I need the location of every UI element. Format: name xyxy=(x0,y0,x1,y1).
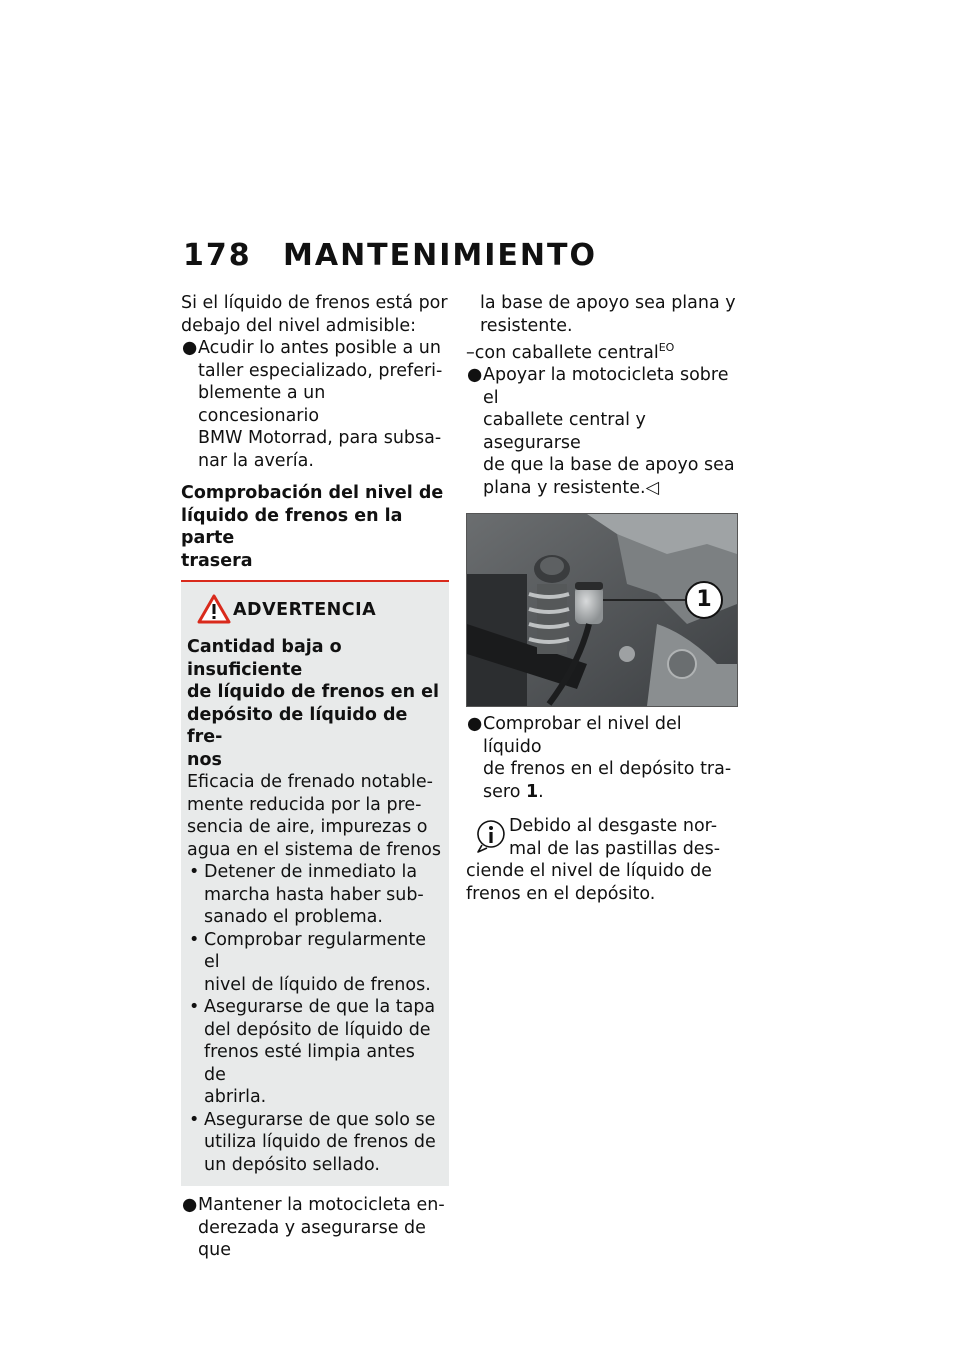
bullet-dot: • xyxy=(189,929,200,950)
warning-item-line: marcha hasta haber sub- xyxy=(204,884,424,905)
bullet-line: de que la base de apoyo sea xyxy=(483,455,735,476)
bullet-line-text: sero xyxy=(483,781,521,802)
warning-item-cap xyxy=(187,996,441,1109)
warning-item-line: Asegurarse de que la tapa xyxy=(204,997,436,1017)
bullet-line: Apoyar la motocicleta sobre el xyxy=(483,365,729,408)
warning-item-line: nivel de líquido de frenos. xyxy=(204,974,431,995)
equipment-code: EO xyxy=(658,341,675,354)
continued-text xyxy=(466,292,741,337)
warning-body-line: agua en el sistema de frenos xyxy=(187,839,441,860)
warning-triangle-icon xyxy=(197,594,231,624)
bullet-line: blemente a un concesionario xyxy=(198,383,326,426)
bullet-line: Mantener la motocicleta en- xyxy=(198,1195,445,1215)
warning-item-stop xyxy=(187,861,441,929)
warning-item-line: abrirla. xyxy=(204,1087,267,1107)
continued-line: la base de apoyo sea plana y xyxy=(480,293,736,313)
chapter-title: MANTENIMIENTO xyxy=(283,238,597,273)
warning-item-line: Detener de inmediato la xyxy=(204,862,418,882)
info-text xyxy=(466,815,741,905)
warning-title: ADVERTENCIA xyxy=(233,600,377,620)
warning-body-line: sencia de aire, impurezas o xyxy=(187,817,428,837)
warning-item-check xyxy=(187,929,441,997)
warning-box xyxy=(181,582,449,1186)
warning-body-line: Eficacia de frenado notable- xyxy=(187,772,433,792)
warning-item-line: Asegurarse de que solo se xyxy=(204,1109,436,1130)
warning-item-line: del depósito de líquido de xyxy=(204,1019,431,1040)
intro-line-1: Si el líquido de frenos está por xyxy=(181,293,448,313)
bullet-line: caballete central y asegurarse xyxy=(483,410,646,453)
bullet-line: derezada y asegurarse de que xyxy=(198,1217,426,1260)
warning-body xyxy=(187,771,441,861)
bullet-dot: ● xyxy=(182,338,198,358)
warning-item-sealed xyxy=(187,1109,441,1177)
bullet-dot: • xyxy=(189,1109,200,1130)
bullet-line-text: plana y resistente. xyxy=(483,477,646,498)
callout-number: 1 xyxy=(696,587,712,613)
warning-item-line: un depósito sellado. xyxy=(204,1154,380,1175)
warning-head-line: Cantidad baja o insuficiente xyxy=(187,637,342,680)
heading-line: Comprobación del nivel de xyxy=(181,483,444,503)
info-line: Debido al desgaste nor- xyxy=(509,816,718,837)
bullet-dot: • xyxy=(189,997,200,1017)
condition-text: con caballete central xyxy=(474,342,659,363)
bullet-line: taller especializado, preferi- xyxy=(198,360,443,381)
continued-line: resistente. xyxy=(480,315,573,336)
bullet-line: nar la avería. xyxy=(198,450,314,471)
info-icon xyxy=(476,819,506,853)
bullet-line: Acudir lo antes posible a un xyxy=(198,338,441,358)
info-note xyxy=(466,815,741,905)
bullet-item-workshop xyxy=(181,337,449,472)
bullet-dot: ● xyxy=(467,365,483,386)
bullet-dot: ● xyxy=(182,1195,198,1215)
bullet-line: Comprobar el nivel del líquido xyxy=(483,714,682,757)
page-header xyxy=(183,238,743,278)
info-line: mal de las pastillas des- xyxy=(509,838,721,859)
bullet-line: sero 1. xyxy=(483,781,544,802)
warning-item-line: Comprobar regularmente el xyxy=(204,929,426,972)
warning-head-line: de líquido de frenos en el xyxy=(187,682,439,702)
heading-line: trasera xyxy=(181,550,253,571)
warning-headline xyxy=(187,636,441,771)
warning-head-line: nos xyxy=(187,749,222,770)
condition-line xyxy=(466,337,741,364)
bullet-line xyxy=(483,477,741,500)
bullet-line: BMW Motorrad, para subsa- xyxy=(198,428,442,448)
info-line: ciende el nivel de líquido de xyxy=(466,861,712,882)
intro-line-2: debajo del nivel admisible: xyxy=(181,315,416,336)
left-column xyxy=(181,292,449,1262)
right-column xyxy=(466,292,741,905)
warning-item-line: frenos esté limpia antes de xyxy=(204,1042,415,1085)
info-line: frenos en el depósito. xyxy=(466,883,656,904)
section-heading xyxy=(181,482,449,572)
reference-number: 1 xyxy=(525,781,539,802)
bullet-item-check-level xyxy=(466,713,741,803)
bullet-item-upright xyxy=(181,1194,449,1262)
end-mark-icon: ◁ xyxy=(645,477,660,498)
bullet-line: de frenos en el depósito tra- xyxy=(483,759,732,780)
bullet-dot: • xyxy=(189,862,200,882)
brake-reservoir-photo xyxy=(466,513,738,707)
bullet-item-stand xyxy=(466,364,741,499)
page-number: 178 xyxy=(183,238,252,273)
warning-item-line: utiliza líquido de frenos de xyxy=(204,1132,436,1152)
heading-line: líquido de frenos en la parte xyxy=(181,505,403,548)
dash-mark: – xyxy=(466,342,475,363)
warning-body-line: mente reducida por la pre- xyxy=(187,794,422,815)
bullet-dot: ● xyxy=(467,714,483,735)
warning-title-row xyxy=(187,594,441,628)
warning-item-line: sanado el problema. xyxy=(204,907,383,927)
warning-head-line: depósito de líquido de fre- xyxy=(187,704,408,747)
